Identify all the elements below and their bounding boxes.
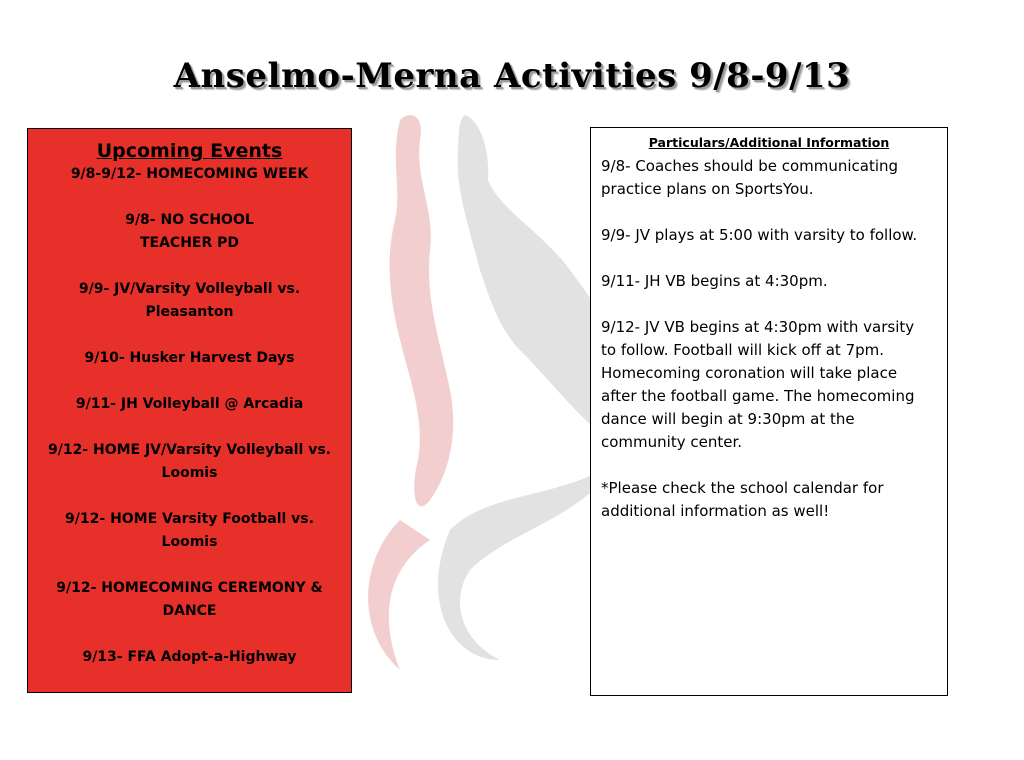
- event-item: 9/9- JV/Varsity Volleyball vs. Pleasanton: [78, 281, 301, 320]
- info-paragraph: 9/9- JV plays at 5:00 with varsity to follow.: [601, 226, 918, 244]
- event-item: 9/11- JH Volleyball @ Arcadia: [75, 396, 304, 412]
- info-paragraph: 9/8- Coaches should be communicating practice plans on SportsYou.: [601, 157, 899, 198]
- event-item: 9/13- FFA Adopt-a-Highway: [82, 649, 297, 665]
- additional-info-heading: Particulars/Additional Information: [648, 135, 890, 150]
- upcoming-events-list: [28, 163, 351, 669]
- event-item: 9/10- Husker Harvest Days: [84, 350, 295, 366]
- swoosh-red: [368, 520, 430, 670]
- info-paragraph: *Please check the school calendar for additional information as well!: [601, 479, 884, 520]
- event-item: 9/12- HOME Varsity Football vs. Loomis: [65, 511, 314, 550]
- upcoming-events-heading: Upcoming Events: [96, 140, 283, 162]
- coyote-silhouette-red: [390, 115, 454, 506]
- event-item: 9/12- HOMECOMING CEREMONY & DANCE: [56, 580, 323, 619]
- event-item: 9/12- HOME JV/Varsity Volleyball vs. Loomis: [47, 442, 332, 481]
- page-title: Anselmo-Merna Activities 9/8-9/13: [173, 56, 851, 96]
- event-item: 9/8- NO SCHOOL TEACHER PD: [125, 212, 254, 251]
- additional-info-panel: [590, 127, 948, 696]
- info-paragraph: 9/11- JH VB begins at 4:30pm.: [601, 272, 828, 290]
- info-paragraph: 9/12- JV VB begins at 4:30pm with varsity to follow. Football will kick off at 7pm. Homecoming coronation will take place after the football game. The homecoming dance will begin at 9:30pm at the community center.: [601, 318, 915, 451]
- upcoming-events-panel: [27, 128, 352, 693]
- event-item: 9/8-9/12- HOMECOMING WEEK: [70, 166, 309, 182]
